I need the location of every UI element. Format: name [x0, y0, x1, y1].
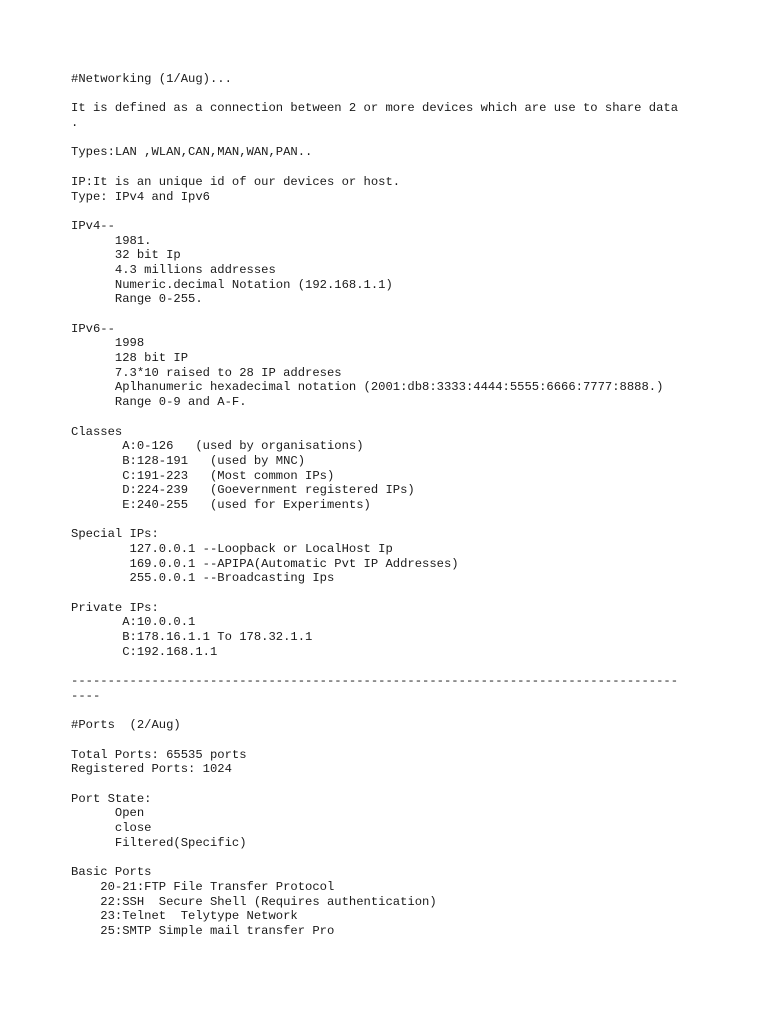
spacer: [71, 733, 711, 748]
spacer: [71, 513, 711, 528]
port-state-item: Open: [71, 806, 145, 821]
ipv6-heading: IPv6--: [71, 321, 115, 336]
networking-definition-line-2: .: [71, 116, 79, 131]
spacer: [71, 307, 711, 322]
spacer: [71, 410, 711, 425]
ip-definition: IP:It is an unique id of our devices or host.: [71, 174, 401, 189]
ports-heading: #Ports (2/Aug): [71, 718, 181, 733]
spacer: [71, 777, 711, 792]
spacer: [71, 704, 711, 719]
class-item: A:0-126 (used by organisations): [71, 439, 364, 454]
document-page: [71, 72, 711, 939]
spacer: [71, 586, 711, 601]
basic-port-item: 25:SMTP Simple mail transfer Pro: [71, 923, 335, 938]
ipv4-item: Numeric.decimal Notation (192.168.1.1): [71, 277, 393, 292]
basic-port-item: 20-21:FTP File Transfer Protocol: [71, 879, 335, 894]
spacer: [71, 850, 711, 865]
port-state-item: Filtered(Specific): [71, 835, 247, 850]
private-ip-item: A:10.0.0.1: [71, 615, 196, 630]
ipv4-item: 1981.: [71, 233, 152, 248]
ip-type: Type: IPv4 and Ipv6: [71, 189, 210, 204]
ipv6-item: Range 0-9 and A-F.: [71, 395, 247, 410]
special-ip-item: 127.0.0.1 --Loopback or LocalHost Ip: [71, 542, 393, 556]
separator-line-1: -----------------------------------------------------------------------------------: [71, 674, 679, 689]
spacer: [71, 204, 711, 219]
spacer: [71, 660, 711, 675]
class-item: C:191-223 (Most common IPs): [71, 468, 335, 483]
networking-heading: #Networking (1/Aug)...: [71, 72, 232, 86]
basic-ports-heading: Basic Ports: [71, 865, 152, 880]
ipv4-item: Range 0-255.: [71, 292, 203, 307]
ipv6-item: 1998: [71, 336, 145, 351]
ipv6-item: Aplhanumeric hexadecimal notation (2001:db8:3333:4444:5555:6666:7777:8888.): [71, 380, 664, 395]
classes-heading: Classes: [71, 424, 123, 439]
special-ips-heading: Special IPs:: [71, 527, 159, 542]
total-ports: Total Ports: 65535 ports: [71, 747, 247, 762]
spacer: [71, 87, 711, 102]
class-item: D:224-239 (Goevernment registered IPs): [71, 483, 415, 498]
spacer: [71, 131, 711, 146]
port-state-item: close: [71, 821, 152, 836]
ipv4-heading: IPv4--: [71, 218, 115, 233]
network-types: Types:LAN ,WLAN,CAN,MAN,WAN,PAN..: [71, 145, 313, 160]
basic-port-item: 23:Telnet Telytype Network: [71, 909, 298, 924]
port-state-heading: Port State:: [71, 791, 152, 806]
private-ip-item: B:178.16.1.1 To 178.32.1.1: [71, 630, 313, 645]
ipv4-item: 4.3 millions addresses: [71, 262, 276, 277]
ipv4-item: 32 bit Ip: [71, 248, 181, 263]
registered-ports: Registered Ports: 1024: [71, 762, 232, 777]
ipv6-item: 7.3*10 raised to 28 IP addreses: [71, 365, 342, 380]
special-ip-item: 255.0.0.1 --Broadcasting Ips: [71, 571, 335, 586]
private-ip-item: C:192.168.1.1: [71, 644, 218, 659]
ipv6-item: 128 bit IP: [71, 351, 189, 366]
class-item: E:240-255 (used for Experiments): [71, 497, 371, 512]
class-item: B:128-191 (used by MNC): [71, 453, 306, 468]
spacer: [71, 160, 711, 175]
special-ip-item: 169.0.0.1 --APIPA(Automatic Pvt IP Addresses): [71, 556, 459, 571]
networking-definition-line-1: It is defined as a connection between 2 or more devices which are use to share data: [71, 101, 679, 116]
private-ips-heading: Private IPs:: [71, 600, 159, 615]
separator-line-2: ----: [71, 688, 101, 703]
basic-port-item: 22:SSH Secure Shell (Requires authentication): [71, 894, 437, 909]
